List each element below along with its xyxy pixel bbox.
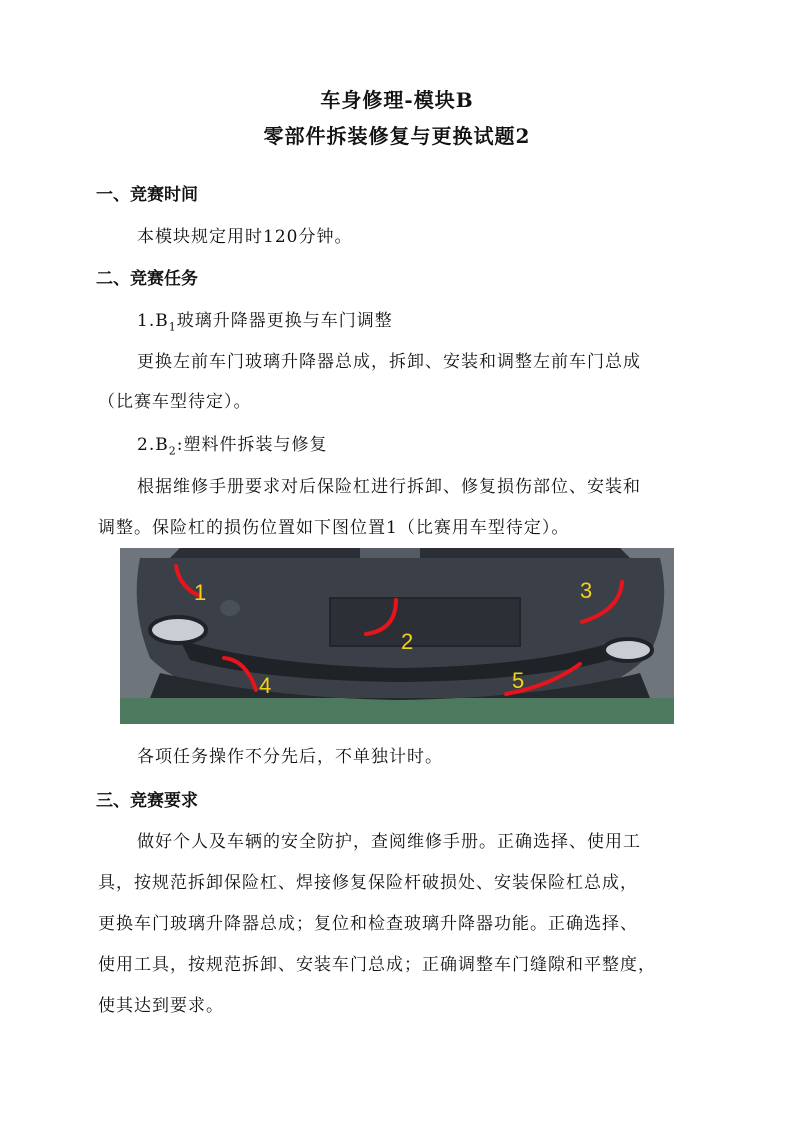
section3-line3: 更换车门玻璃升降器总成；复位和检查玻璃升降器功能。正确选择、 (98, 914, 638, 934)
task1-line1: 更换左前车门玻璃升降器总成，拆卸、安装和调整左前车门总成 (137, 352, 641, 372)
task2-subscript: 2 (168, 444, 177, 458)
damage-label-2: 2 (401, 629, 414, 654)
doc-subtitle: 零部件拆装修复与更换试题2 (263, 124, 531, 148)
task1-prefix: 1.B (137, 311, 169, 331)
task1-subscript: 1 (168, 320, 177, 334)
section3-line4: 使用工具，按规范拆卸、安装车门总成；正确调整车门缝隙和平整度， (98, 955, 656, 975)
task2-line1: 根据维修手册要求对后保险杠进行拆卸、修复损伤部位、安装和 (137, 477, 641, 497)
section1-heading: 一、竞赛时间 (96, 185, 198, 205)
task2-title-text: :塑料件拆装与修复 (176, 435, 328, 455)
section3-line5: 使其达到要求。 (98, 996, 224, 1016)
damage-label-5: 5 (512, 668, 525, 693)
task2-prefix: 2.B (137, 435, 169, 455)
task2-title (137, 430, 327, 457)
damage-label-4: 4 (259, 673, 272, 698)
section1-text: 本模块规定用时120分钟。 (137, 227, 353, 247)
bumper-damage-photo (120, 548, 674, 724)
section3-line1: 做好个人及车辆的安全防护，查阅维修手册。正确选择、使用工 (137, 832, 641, 852)
task2-line2: 调整。保险杠的损伤位置如下图位置1（比赛用车型待定）。 (98, 518, 570, 538)
task1-title-text: 玻璃升降器更换与车门调整 (176, 311, 393, 331)
task1-line2: （比赛车型待定）。 (98, 392, 252, 412)
task1-title (137, 306, 393, 333)
damage-label-3: 3 (580, 578, 593, 603)
task-note: 各项任务操作不分先后，不单独计时。 (137, 747, 443, 767)
doc-title: 车身修理-模块B (320, 88, 474, 112)
bumper-illustration (120, 548, 674, 724)
section3-line2: 具，按规范拆卸保险杠、焊接修复保险杆破损处、安装保险杠总成， (98, 873, 638, 893)
section2-heading: 二、竞赛任务 (96, 269, 198, 289)
section3-heading: 三、竞赛要求 (96, 791, 198, 811)
damage-label-1: 1 (194, 580, 207, 605)
